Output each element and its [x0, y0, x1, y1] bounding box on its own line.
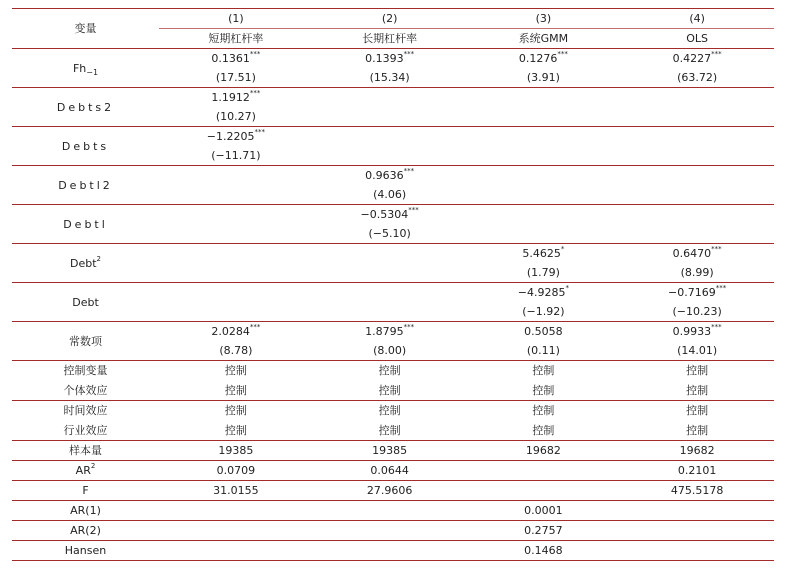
- coef-value: 0.4227: [672, 52, 712, 65]
- stat-cell: 31.0155: [159, 481, 313, 501]
- coef-cell: [159, 166, 313, 205]
- coef-cell: [159, 283, 313, 322]
- coef-row: [12, 205, 774, 244]
- coefficient: [467, 49, 621, 68]
- significance-stars: ***: [403, 323, 415, 332]
- coef-row: [12, 127, 774, 166]
- stat-cell: 27.9606: [313, 481, 467, 501]
- stat-cell: [467, 481, 621, 501]
- coef-value: 2.0284: [211, 325, 250, 338]
- significance-stars: ***: [249, 323, 261, 332]
- coef-cell: [159, 244, 313, 283]
- coef-value: −1.2205: [206, 130, 255, 143]
- stat-cell: [159, 521, 313, 541]
- significance-stars: *: [565, 284, 569, 293]
- stat-cell: 0.2101: [620, 461, 774, 481]
- coef-value: 1.1912: [211, 91, 250, 104]
- coef-cell: [620, 244, 774, 283]
- stat-cell: 控制: [159, 381, 313, 401]
- row-label: [12, 381, 159, 401]
- coef-row: [12, 49, 774, 88]
- coef-cell: [313, 283, 467, 322]
- stat-cell: [313, 541, 467, 561]
- coefficient: [313, 205, 467, 224]
- significance-stars: ***: [408, 206, 419, 215]
- coef-cell: [620, 205, 774, 244]
- coef-value: 0.9636: [365, 169, 404, 182]
- row-label: [12, 401, 159, 421]
- stat-cell: 0.0001: [467, 501, 621, 521]
- coef-cell: [620, 166, 774, 205]
- row-label-text: Debts2: [56, 100, 115, 114]
- stat-row: [12, 381, 774, 401]
- coef-value: 0.6470: [672, 247, 712, 260]
- significance-stars: ***: [711, 245, 722, 254]
- stat-row: [12, 361, 774, 381]
- coef-value: 1.8795: [365, 325, 404, 338]
- stat-cell: [620, 521, 774, 541]
- coef-cell: [159, 49, 313, 88]
- stat-cell: 控制: [224, 364, 247, 378]
- coef-cell: [313, 322, 467, 361]
- row-label: [12, 166, 159, 205]
- coef-row: [12, 283, 774, 322]
- col-name-4: OLS: [620, 29, 774, 49]
- t-statistic: (4.06): [373, 188, 407, 201]
- coef-value: 0.9933: [672, 325, 712, 338]
- col-name-2: 长期杠杆率: [313, 29, 467, 49]
- row-label: [12, 283, 159, 322]
- row-label-text: Hansen: [64, 544, 107, 557]
- coefficient: [159, 127, 313, 146]
- row-label: [12, 361, 159, 381]
- stat-cell: 控制: [686, 364, 709, 378]
- coef-cell: [620, 283, 774, 322]
- coef-cell: [620, 49, 774, 88]
- coef-cell: [467, 49, 621, 88]
- stat-cell: [313, 521, 467, 541]
- coefficient: [620, 49, 774, 68]
- col-num-4: (4): [620, 9, 774, 29]
- coefficient: [159, 322, 313, 341]
- stat-cell: 控制: [467, 381, 621, 401]
- coef-cell: [313, 88, 467, 127]
- stat-cell: 控制: [467, 421, 621, 441]
- stat-cell: [159, 501, 313, 521]
- stat-row: [12, 401, 774, 421]
- col-num-1: (1): [159, 9, 313, 29]
- row-label: [12, 205, 159, 244]
- coef-value: 0.1361: [211, 52, 250, 65]
- coef-cell: [159, 127, 313, 166]
- row-label-text: 个体效应: [63, 383, 108, 397]
- stat-cell: 0.2757: [467, 521, 621, 541]
- stat-cell: 控制: [313, 421, 467, 441]
- significance-stars: ***: [254, 128, 265, 137]
- coefficient: [620, 283, 774, 302]
- row-label: [12, 501, 159, 521]
- significance-stars: ***: [711, 323, 722, 332]
- coef-cell: [313, 244, 467, 283]
- col-name-3: 系统GMM: [467, 29, 621, 49]
- stat-cell: [313, 501, 467, 521]
- row-label-text: Debt: [69, 256, 97, 270]
- coef-value: 0.1276: [518, 52, 558, 65]
- significance-stars: ***: [249, 89, 261, 98]
- t-statistic: (63.72): [677, 71, 718, 84]
- t-statistic: (15.34): [369, 71, 410, 84]
- significance-stars: ***: [711, 50, 722, 59]
- coef-cell: [313, 205, 467, 244]
- coefficient: [159, 49, 313, 68]
- table-body: [12, 9, 774, 561]
- coefficient: [159, 88, 313, 107]
- row-label-subscript: −1: [86, 67, 99, 77]
- stat-cell: 控制: [686, 404, 709, 418]
- row-label: [12, 461, 159, 481]
- row-label-text: AR(2): [70, 524, 101, 537]
- stat-row: [12, 481, 774, 501]
- stat-cell: 19385: [313, 441, 467, 461]
- stat-row: [12, 421, 774, 441]
- coef-cell: [467, 88, 621, 127]
- row-label-text: Debtl2: [58, 178, 113, 192]
- coefficient: [313, 166, 467, 185]
- stat-row: [12, 541, 774, 561]
- coef-cell: [313, 166, 467, 205]
- stat-cell: [620, 541, 774, 561]
- var-header: 变量: [12, 9, 159, 49]
- coef-cell: [467, 283, 621, 322]
- coef-cell: [467, 322, 621, 361]
- coef-cell: [159, 88, 313, 127]
- coef-value: −0.7169: [668, 286, 716, 299]
- coefficient: [467, 322, 621, 341]
- coefficient: [620, 322, 774, 341]
- row-label-superscript: 2: [96, 254, 101, 263]
- stat-cell: 控制: [532, 404, 555, 418]
- row-label-text: AR(1): [70, 504, 101, 517]
- row-label: [12, 441, 159, 461]
- regression-table: [12, 8, 774, 561]
- row-label-text: AR: [75, 464, 91, 477]
- row-label-text: 时间效应: [63, 404, 108, 418]
- row-label: [12, 541, 159, 561]
- row-label: [12, 481, 159, 501]
- stat-cell: 控制: [159, 421, 313, 441]
- t-statistic: (−1.92): [522, 305, 565, 318]
- row-label: [12, 521, 159, 541]
- stat-row: [12, 501, 774, 521]
- coefficient: [467, 244, 621, 263]
- coef-cell: [467, 244, 621, 283]
- row-label: [12, 421, 159, 441]
- significance-stars: ***: [249, 50, 261, 59]
- header-row-numbers: [12, 9, 774, 29]
- row-label-text: Debtl: [63, 217, 108, 231]
- stat-cell: [620, 501, 774, 521]
- t-statistic: (8.00): [373, 344, 407, 357]
- significance-stars: *: [560, 245, 565, 254]
- t-statistic: (−5.10): [368, 227, 411, 240]
- coefficient: [313, 49, 467, 68]
- stat-cell: 19682: [467, 441, 621, 461]
- stat-cell: 0.0709: [159, 461, 313, 481]
- coef-cell: [467, 205, 621, 244]
- coefficient: [620, 244, 774, 263]
- t-statistic: (3.91): [526, 71, 560, 84]
- stat-cell: 控制: [378, 364, 401, 378]
- row-label-text: Fh: [72, 61, 87, 75]
- coef-cell: [467, 127, 621, 166]
- t-statistic: (−11.71): [211, 149, 261, 162]
- coef-cell: [313, 127, 467, 166]
- coefficient: [467, 283, 621, 302]
- coef-value: −0.5304: [360, 208, 409, 221]
- coef-row: [12, 166, 774, 205]
- coef-cell: [620, 127, 774, 166]
- stat-cell: 控制: [620, 381, 774, 401]
- row-label-superscript: 2: [90, 462, 96, 471]
- stat-cell: 控制: [224, 404, 247, 418]
- t-statistic: (0.11): [526, 344, 560, 357]
- stat-cell: 控制: [378, 404, 401, 418]
- stat-cell: 控制: [532, 364, 555, 378]
- row-label: [12, 49, 159, 88]
- t-statistic: (8.78): [219, 344, 253, 357]
- row-label: [12, 244, 159, 283]
- coef-cell: [159, 205, 313, 244]
- stat-cell: 475.5178: [620, 481, 774, 501]
- significance-stars: ***: [403, 50, 415, 59]
- coef-cell: [620, 88, 774, 127]
- col-num-2: (2): [313, 9, 467, 29]
- coef-cell: [159, 322, 313, 361]
- coef-cell: [467, 166, 621, 205]
- coef-row: [12, 88, 774, 127]
- stat-row: [12, 461, 774, 481]
- t-statistic: (14.01): [677, 344, 718, 357]
- coef-value: 5.4625: [522, 247, 561, 260]
- coef-value: 0.1393: [365, 52, 404, 65]
- stat-cell: 控制: [313, 381, 467, 401]
- t-statistic: (10.27): [215, 110, 256, 123]
- row-label-text: 常数项: [69, 334, 102, 348]
- row-label-text: F: [82, 484, 89, 497]
- t-statistic: (−10.23): [672, 305, 722, 318]
- significance-stars: ***: [715, 284, 727, 293]
- row-label-text: Debt: [72, 295, 99, 309]
- t-statistic: (1.79): [526, 266, 560, 279]
- coef-value: 0.5058: [524, 325, 563, 338]
- significance-stars: ***: [557, 50, 568, 59]
- row-label: [12, 88, 159, 127]
- coef-value: −4.9285: [517, 286, 566, 299]
- col-num-3: (3): [467, 9, 621, 29]
- stat-cell: 0.1468: [467, 541, 621, 561]
- stat-cell: 19682: [620, 441, 774, 461]
- row-label-text: 样本量: [69, 444, 102, 457]
- stat-cell: 控制: [620, 421, 774, 441]
- stat-row: [12, 441, 774, 461]
- col-name-1: 短期杠杆率: [159, 29, 313, 49]
- t-statistic: (17.51): [215, 71, 256, 84]
- coef-row: [12, 244, 774, 283]
- stat-cell: 0.0644: [313, 461, 467, 481]
- t-statistic: (8.99): [680, 266, 714, 279]
- significance-stars: ***: [403, 167, 415, 176]
- coef-cell: [313, 49, 467, 88]
- stat-cell: 19385: [159, 441, 313, 461]
- row-label-text: Debts: [61, 139, 110, 153]
- row-label: [12, 127, 159, 166]
- stat-cell: [159, 541, 313, 561]
- stat-row: [12, 521, 774, 541]
- coefficient: [313, 322, 467, 341]
- stat-cell: [467, 461, 621, 481]
- coef-row: [12, 322, 774, 361]
- row-label-text: 控制变量: [63, 364, 108, 378]
- coef-cell: [620, 322, 774, 361]
- row-label-text: 行业效应: [63, 423, 108, 437]
- row-label: [12, 322, 159, 361]
